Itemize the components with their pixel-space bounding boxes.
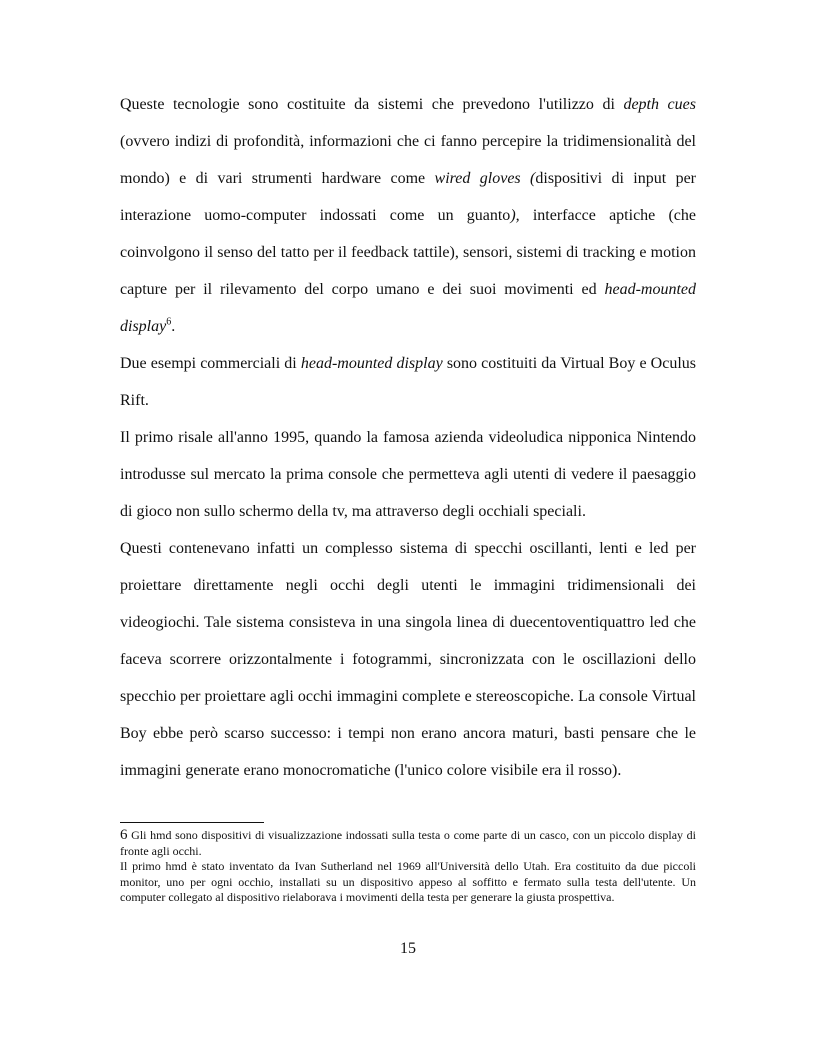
term-wired-gloves: wired gloves ( [434,170,536,187]
term-head-mounted-display: head-mounted display [120,281,696,335]
paragraph-2-text-a: Due esempi commerciali di [120,355,301,372]
paragraph-2-text-c: sono costituiti da Virtual Boy e Oculus Rift. [120,355,697,409]
footnote-reference[interactable]: 6 [166,316,172,328]
footnote-6-line-1 [120,828,696,859]
paragraph-1 [120,86,696,345]
term-depth-cues: depth cues [623,96,696,113]
footnote-6-line-2: Il primo hmd è stato inventato da Ivan Sutherland nel 1969 all'Università dello Utah. Era costituito da due piccoli monitor, uno per ogni occhio, installati su un dispositivo appeso al soffitto e fermato sulla testa dell'utente. Un computer collegato al dispositivo rielaborava i movimenti della testa per generare la giusta prospettiva. [120,859,696,904]
body-text [120,86,696,789]
paragraph-3: Il primo risale all'anno 1995, quando la famosa azienda videoludica nipponica Nintendo introdusse sul mercato la prima console che permetteva agli utenti di vedere il paesaggio di gioco non sullo schermo della tv, ma attraverso degli occhiali speciali. [120,429,696,520]
paragraph-1-text-i: . [171,318,176,335]
footnote-divider [120,822,264,823]
paragraph-1-text-a: Queste tecnologie sono costituite da sistemi che prevedono l'utilizzo di [120,96,624,113]
paragraph-4: Questi contenevano infatti un complesso sistema di specchi oscillanti, lenti e led per proiettare direttamente negli occhi degli utenti le immagini tridimensionali dei videogiochi. Tale sistema consisteva in una singola linea di duecentoventiquattro led che faceva scorrere orizzontalmente i fotogrammi, sincronizzata con le oscillazioni dello specchio per proiettare agli occhi immagini complete e stereoscopiche. La console Virtual Boy ebbe però scarso successo: i tempi non erano ancora maturi, basti pensare che le immagini generate erano monocromatiche (l'unico colore visibile era il rosso). [120,540,696,779]
paragraph-1-text-c: (ovvero indizi di profondità, informazioni che ci fanno percepire la tridimensionalità del mondo) e di vari strumenti hardware come [120,133,696,187]
paragraph-1-text-f: ), [510,207,520,224]
footnotes [120,828,696,906]
paragraph-2 [120,345,696,419]
paragraph-1-text-e: dispositivi di input per interazione uomo-computer indossati come un guanto [120,170,696,224]
footnote-text-1: Gli hmd sono dispositivi di visualizzazione indossati sulla testa o come parte di un casco, con un piccolo display di fronte agli occhi. [120,828,696,858]
footnote-number: 6 [120,827,128,843]
term-head-mounted-display-2: head-mounted display [300,355,443,372]
page-number: 15 [400,940,416,957]
paragraph-1-text-g: interfacce aptiche (che coinvolgono il senso del tatto per il feedback tattile), sensori, sistemi di tracking e motion capture per il rilevamento del corpo umano e dei suoi movimenti ed [120,207,696,298]
